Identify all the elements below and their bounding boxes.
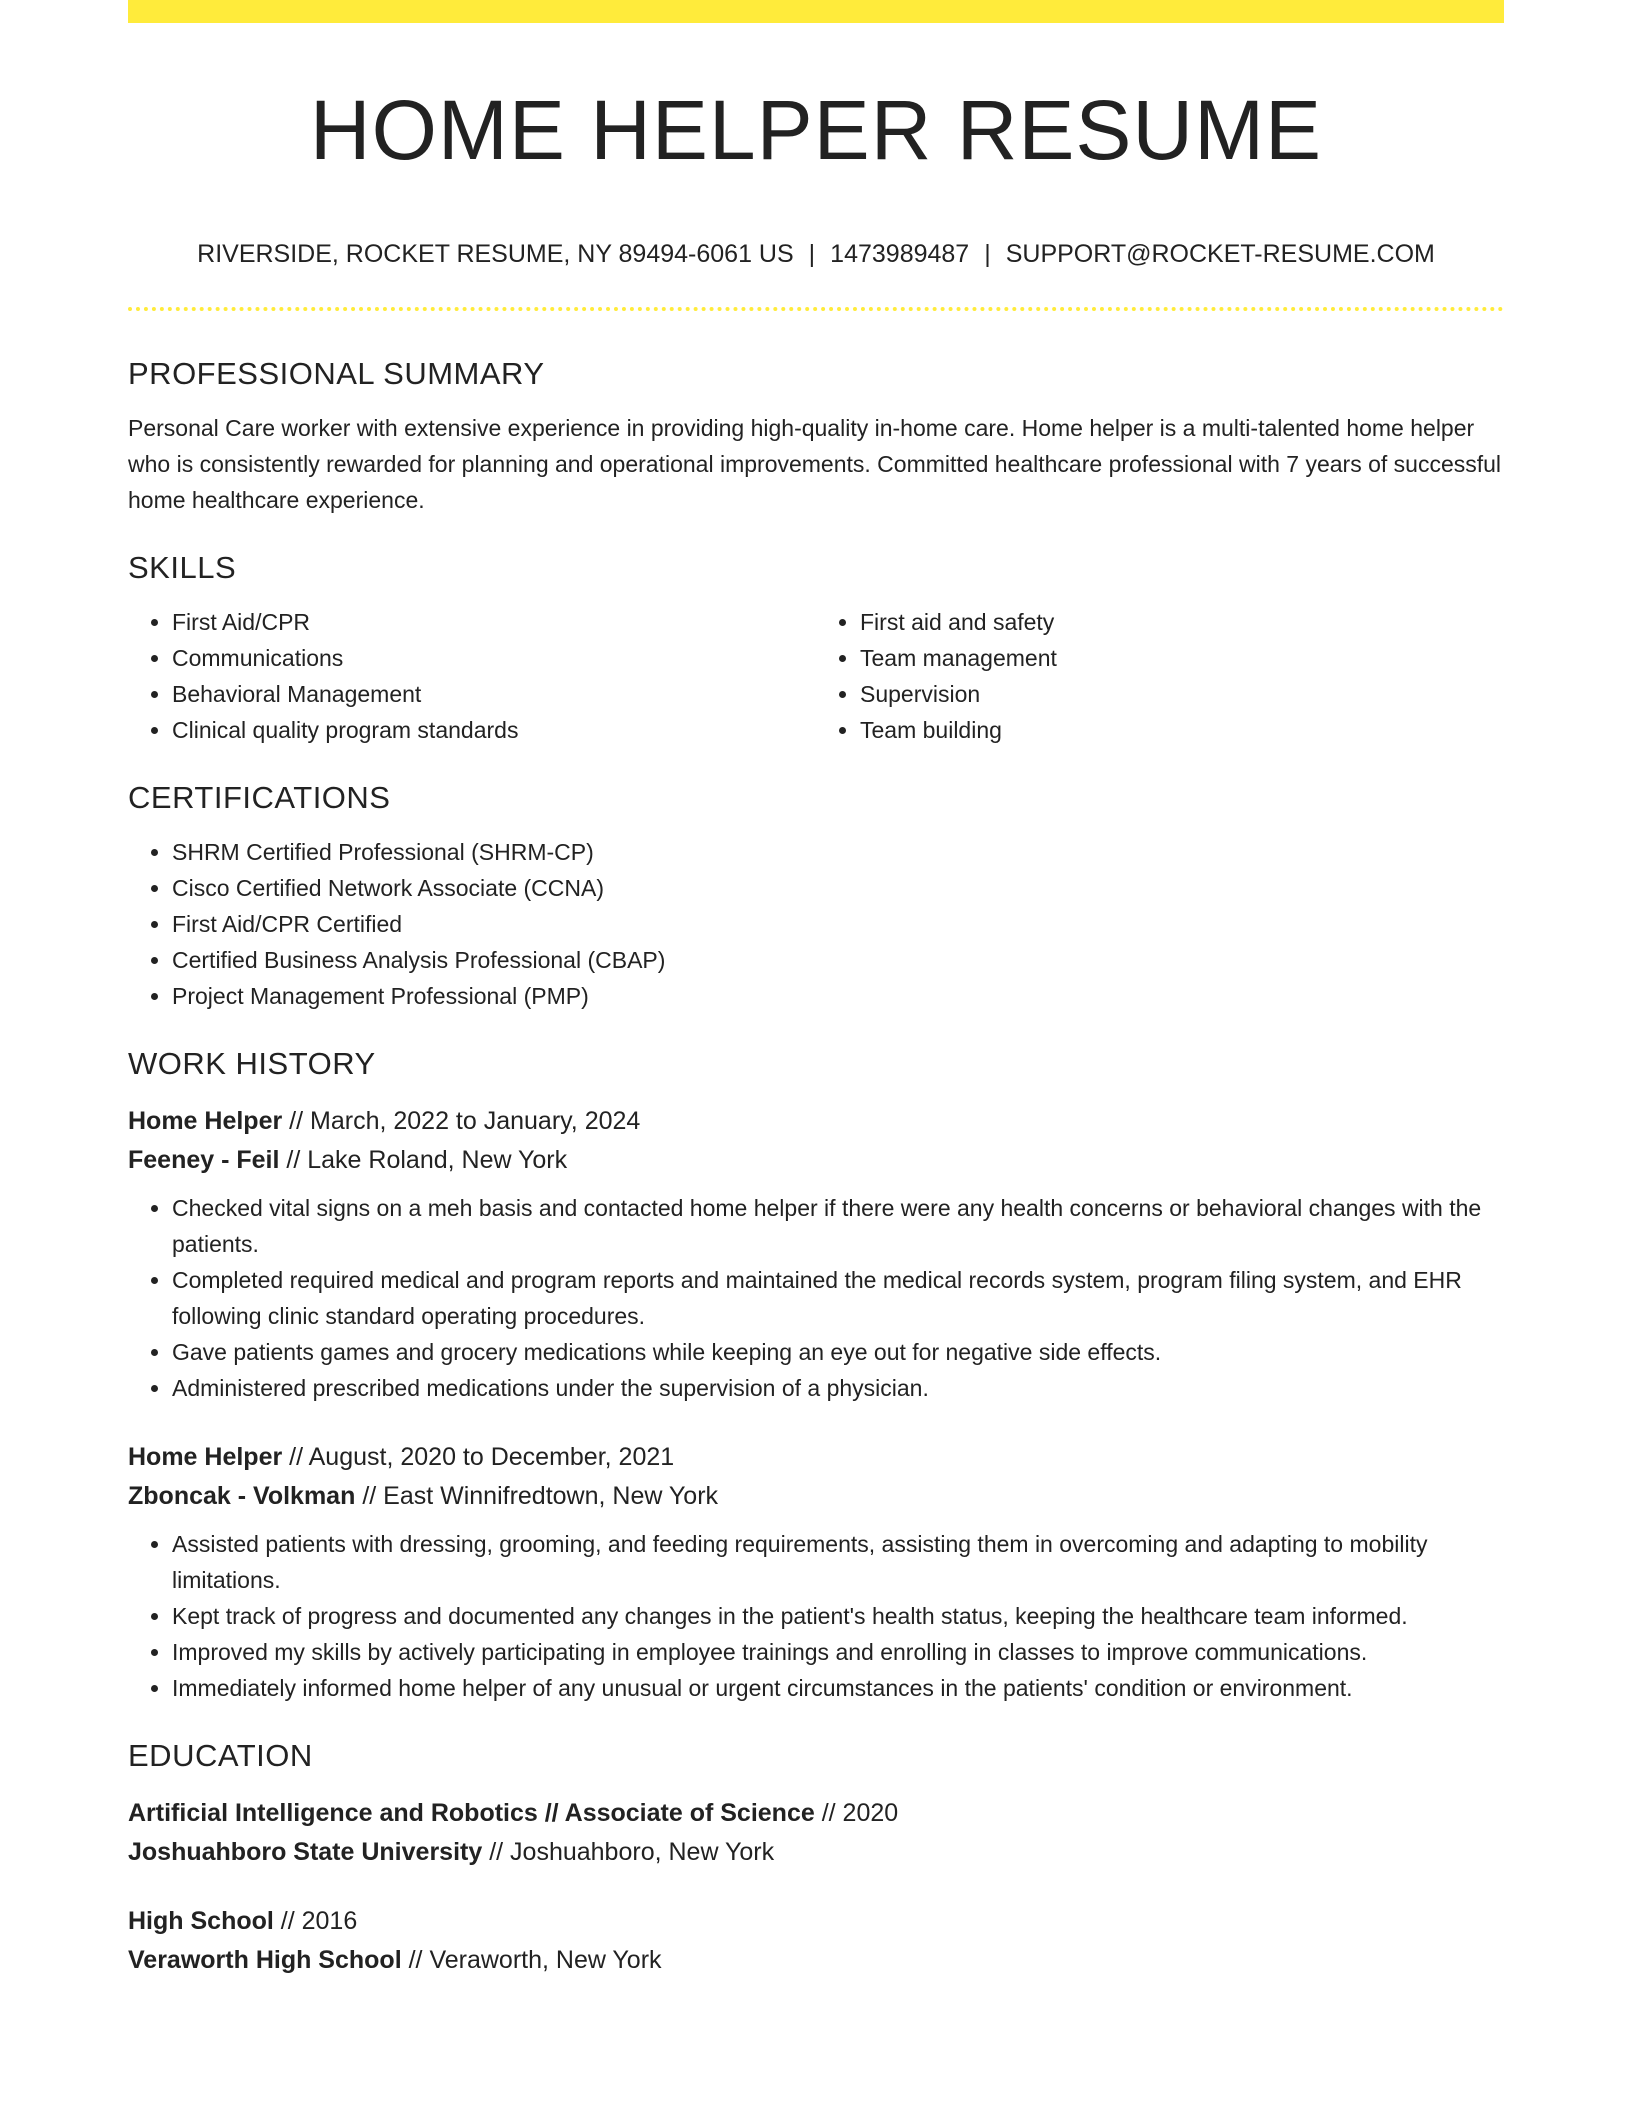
education-degree-line [128,1902,1504,1941]
job-bullet: • Kept track of progress and documented any changes in the patient's health status, keeping the healthcare team informed. [172,1598,1504,1634]
page-title: HOME HELPER RESUME [309,83,1323,177]
education-entry [128,1902,1504,1980]
skills-section [128,546,1504,748]
skill-item: • First aid and safety [860,604,1504,640]
contact-email: SUPPORT@ROCKET-RESUME.COM [1005,240,1435,268]
skills-right-list [816,604,1504,748]
certification-item: • Cisco Certified Network Associate (CCNA) [172,870,1504,906]
education-degree: High School [128,1907,274,1935]
certification-item: • First Aid/CPR Certified [172,906,1504,942]
job-dates: // August, 2020 to December, 2021 [289,1443,675,1471]
skill-item: • Communications [172,640,816,676]
contact-separator: | [984,240,991,268]
job-entry [128,1102,1504,1406]
job-bullet: • Gave patients games and grocery medications while keeping an eye out for negative side effects. [172,1334,1504,1370]
work-history-section [128,1042,1504,1706]
job-title-line [128,1102,1504,1141]
job-bullet: • Improved my skills by actively participating in employee trainings and enrolling in classes to improve communications. [172,1634,1504,1670]
contact-line [128,236,1504,272]
certifications-list [128,834,1504,1014]
summary-section [128,352,1504,518]
job-company: Zboncak - Volkman [128,1482,356,1510]
job-company-line [128,1477,1504,1516]
job-bullet: • Administered prescribed medications under the supervision of a physician. [172,1370,1504,1406]
job-bullets [128,1190,1504,1406]
certification-item: • Project Management Professional (PMP) [172,978,1504,1014]
skill-item: • Behavioral Management [172,676,816,712]
skill-item: • Team management [860,640,1504,676]
job-bullets [128,1526,1504,1706]
skills-columns [128,604,1504,748]
education-degree: Artificial Intelligence and Robotics // Associate of Science [128,1799,815,1827]
summary-heading: PROFESSIONAL SUMMARY [128,356,545,391]
contact-separator: | [808,240,816,268]
education-section [128,1734,1504,1980]
job-location: // Lake Roland, New York [286,1146,568,1174]
education-year: // 2020 [821,1799,899,1827]
job-bullet: • Assisted patients with dressing, grooming, and feeding requirements, assisting them in overcoming and adapting to mobility limitations. [172,1526,1504,1598]
job-bullet: • Completed required medical and program reports and maintained the medical records system, program filing system, and EHR following clinic standard operating procedures. [172,1262,1504,1334]
education-year: // 2016 [280,1907,358,1935]
accent-bar [128,0,1504,23]
summary-text: Personal Care worker with extensive experience in providing high-quality in-home care. Home helper is a multi-talented home helper who is consistently rewarded for planning and operational improvements. Committed healthcare professional with 7 years of successful home healthcare experience. [128,415,1502,513]
job-company-line [128,1141,1504,1180]
contact-phone: 1473989487 [830,240,970,268]
job-title: Home Helper [128,1107,283,1135]
certification-item: • Certified Business Analysis Professional (CBAP) [172,942,1504,978]
job-location: // East Winnifredtown, New York [362,1482,719,1510]
skills-heading: SKILLS [128,550,237,585]
job-company: Feeney - Feil [128,1146,280,1174]
certifications-section [128,776,1504,1014]
education-entry [128,1794,1504,1872]
contact-address: RIVERSIDE, ROCKET RESUME, NY 89494-6061 US [197,240,794,268]
education-school-line [128,1941,1504,1980]
job-entry [128,1438,1504,1706]
job-title: Home Helper [128,1443,283,1471]
job-bullet: • Checked vital signs on a meh basis and contacted home helper if there were any health concerns or behavioral changes with the patients. [172,1190,1504,1262]
job-dates: // March, 2022 to January, 2024 [289,1107,641,1135]
work-history-heading: WORK HISTORY [128,1046,376,1081]
skill-item: • Clinical quality program standards [172,712,816,748]
skill-item: • First Aid/CPR [172,604,816,640]
education-school: Joshuahboro State University [128,1838,483,1866]
job-bullet: • Immediately informed home helper of any unusual or urgent circumstances in the patients' condition or environment. [172,1670,1504,1706]
education-school-line [128,1833,1504,1872]
skill-item: • Supervision [860,676,1504,712]
resume-body [128,352,1504,1980]
education-heading: EDUCATION [128,1738,313,1773]
skill-item: • Team building [860,712,1504,748]
education-location: // Veraworth, New York [408,1946,662,1974]
certifications-heading: CERTIFICATIONS [128,780,391,815]
education-degree-line [128,1794,1504,1833]
dotted-divider [128,307,1504,311]
education-location: // Joshuahboro, New York [489,1838,775,1866]
job-title-line [128,1438,1504,1477]
education-school: Veraworth High School [128,1946,402,1974]
skills-left-list [128,604,816,748]
certification-item: • SHRM Certified Professional (SHRM-CP) [172,834,1504,870]
